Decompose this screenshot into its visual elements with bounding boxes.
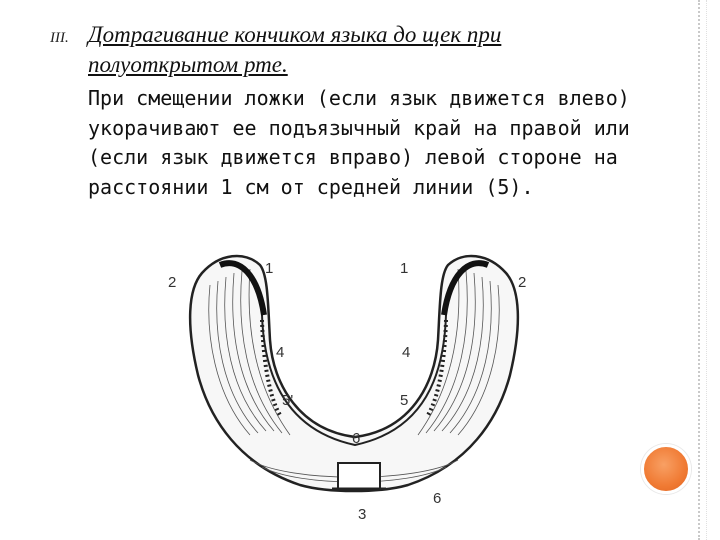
slide-heading: Дотрагивание кончиком языка до щек при полуоткрытом рте.	[88, 22, 502, 77]
slide-paragraph: При смещении ложки (если язык движется влево) укорачивают ее подъязычный край на правой или (если язык движется вправо) левой стороне на расстоянии 1 см от средней линии (5).	[88, 86, 630, 199]
impression-tray-diagram	[150, 245, 550, 535]
label-right-4: 4	[402, 344, 411, 361]
tray-outer-outline	[190, 256, 518, 491]
label-bottom-3: 3	[358, 506, 367, 523]
decorative-frame-line-secondary	[706, 0, 707, 540]
label-bottom-6: 6	[433, 490, 442, 507]
label-right-5: 5	[400, 392, 409, 409]
list-marker: III.	[50, 30, 69, 46]
label-left-2: 2	[168, 274, 177, 291]
label-left-1: 1	[265, 260, 274, 277]
decorative-frame-line	[698, 0, 700, 540]
label-right-2: 2	[518, 274, 527, 291]
decorative-orange-circle	[641, 444, 691, 494]
label-right-1: 1	[400, 260, 409, 277]
label-left-5: 5'	[282, 392, 294, 409]
tray-handle	[338, 463, 380, 489]
label-left-4: 4	[276, 344, 285, 361]
label-center-6: 6	[352, 430, 361, 447]
